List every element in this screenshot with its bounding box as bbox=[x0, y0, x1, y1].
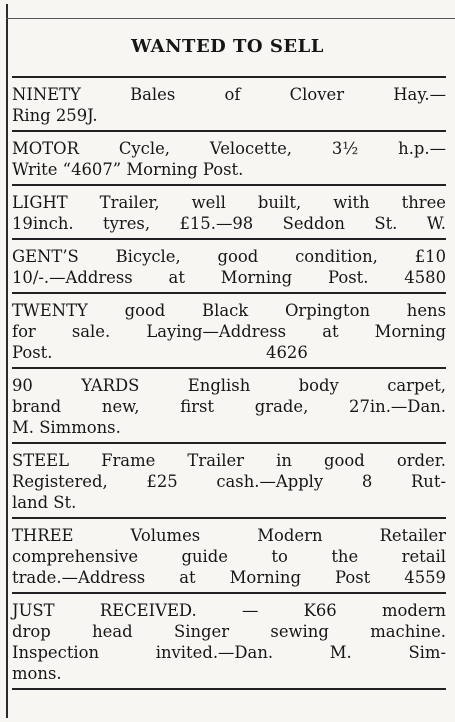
ad-line: NINETY Bales of Clover Hay.— bbox=[12, 85, 446, 104]
ad-line: brand new, first grade, 27in.—Dan. bbox=[12, 397, 446, 416]
classified-ad bbox=[12, 442, 446, 517]
ad-line: JUST RECEIVED. — K66 modern bbox=[12, 601, 446, 620]
ad-line: drop head Singer sewing machine. bbox=[12, 622, 446, 641]
ad-line: 90 YARDS English body carpet, bbox=[12, 376, 446, 395]
classified-ads-list bbox=[12, 76, 446, 690]
ad-line: Post. 4626 bbox=[12, 343, 308, 362]
ad-line: MOTOR Cycle, Velocette, 3½ h.p.— bbox=[12, 139, 446, 158]
header-rule bbox=[6, 18, 455, 19]
classified-ad bbox=[12, 292, 446, 367]
classified-ad bbox=[12, 592, 446, 690]
ad-line: trade.—Address at Morning Post 4559 bbox=[12, 568, 446, 587]
classified-ad bbox=[12, 76, 446, 130]
ad-line: 10/-.—Address at Morning Post. 4580 bbox=[12, 268, 446, 287]
ad-line: land St. bbox=[12, 493, 77, 512]
ad-line: LIGHT Trailer, well built, with three bbox=[12, 193, 446, 212]
classified-ad bbox=[12, 517, 446, 592]
classified-ad bbox=[12, 238, 446, 292]
classified-ad bbox=[12, 367, 446, 442]
section-title: WANTED TO SELL bbox=[131, 36, 324, 57]
classified-ad bbox=[12, 130, 446, 184]
ad-line: Inspection invited.—Dan. M. Sim- bbox=[12, 643, 446, 662]
ad-line: M. Simmons. bbox=[12, 418, 121, 437]
ad-line: Ring 259J. bbox=[12, 106, 98, 125]
ad-line: THREE Volumes Modern Retailer bbox=[12, 526, 446, 545]
ad-line: mons. bbox=[12, 664, 62, 683]
ad-line: for sale. Laying—Address at Morning bbox=[12, 322, 446, 341]
ad-line: STEEL Frame Trailer in good order. bbox=[12, 451, 446, 470]
ad-line: 19inch. tyres, £15.—98 Seddon St. W. bbox=[12, 214, 446, 233]
classified-ad bbox=[12, 184, 446, 238]
ad-line: comprehensive guide to the retail bbox=[12, 547, 446, 566]
ad-line: Registered, £25 cash.—Apply 8 Rut- bbox=[12, 472, 446, 491]
ad-line: GENT’S Bicycle, good condition, £10 bbox=[12, 247, 446, 266]
ad-line: TWENTY good Black Orpington hens bbox=[12, 301, 446, 320]
ad-line: Write “4607” Morning Post. bbox=[12, 160, 244, 179]
